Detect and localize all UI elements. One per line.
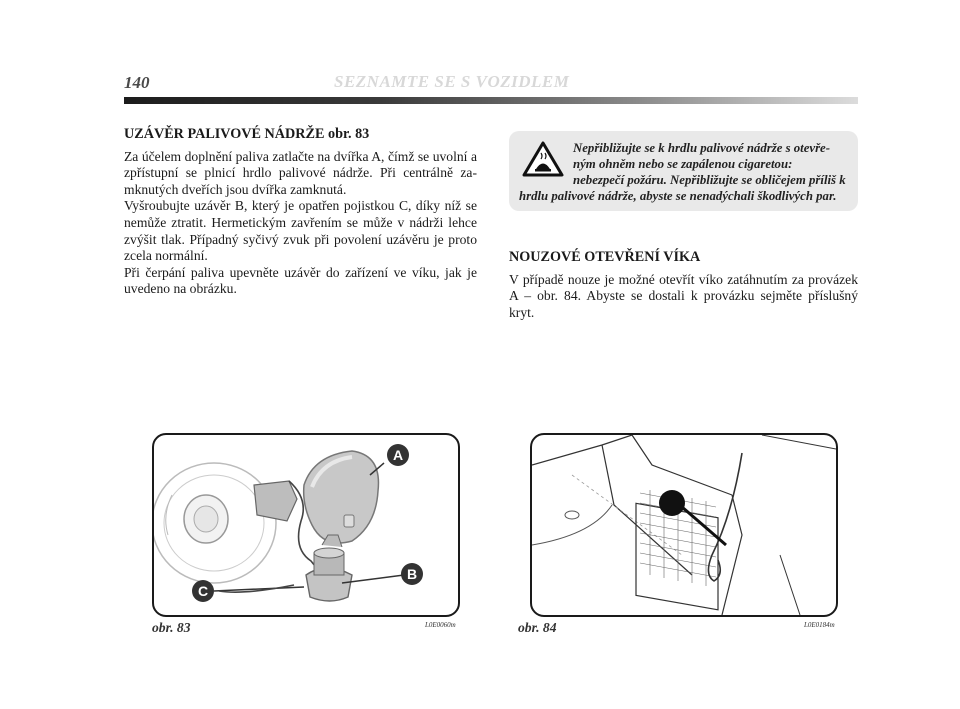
left-column (124, 126, 477, 298)
caption-84: obr. 84 (518, 620, 557, 635)
header-rule (124, 97, 858, 104)
paragraph-3: Při čerpání paliva upevněte uzávěr do zařízení ve víku, jak je uvedeno na obrázku. (124, 264, 477, 297)
fuel-cap-heading: UZÁVĚR PALIVOVÉ NÁDRŽE obr. 83 (124, 126, 370, 142)
paragraph-1: Za účelem doplnění paliva zatlačte na dvířka A, čímž se uvolní a zpřístupní se plnicí hrdlo palivové nádrže. Při centrálně zamknutých dveřích jsou dvířka zamknutá. (124, 148, 477, 197)
label-a: A (392, 447, 404, 463)
section-title: SEZNAMTE SE S VOZIDLEM (334, 72, 570, 91)
emergency-opening-heading: NOUZOVÉ OTEVŘENÍ VÍKA (509, 249, 701, 265)
code-83: L0E0060m (425, 621, 456, 629)
label-c: C (197, 583, 209, 599)
caption-83: obr. 83 (152, 620, 191, 635)
fuel-cap-illustration (154, 435, 458, 615)
code-84: L0E0184m (804, 621, 835, 629)
emergency-paragraph: V případě nouze je možné otevřít víko zatáhnutím za provázek A – obr. 84. Abyste se dostali k provázku sejměte příslušný kryt. (509, 271, 858, 320)
warning-triangle-icon (521, 140, 565, 178)
right-column (509, 131, 858, 321)
figure-84-emergency-release (530, 433, 838, 617)
warning-text: Nepřibližujte se k hrdlu palivové nádrže s otevřeným ohněm nebo se zapálenou cigaretou: nebezpečí požáru. Nepřibližujte se obličejem příliš k hrdlu palivové nádrže, abyste se nenadýchali škodlivých par. (519, 141, 846, 203)
page-number: 140 (124, 73, 150, 92)
label-b: B (406, 566, 418, 582)
warning-box (509, 131, 858, 211)
paragraph-2: Vyšroubujte uzávěr B, který je opatřen pojistkou C, díky níž se nemůže ztratit. Hermetickým zavřením se může v nádrži lehce zvýšit tlak. Případný syčivý zvuk při povolení uzávěru je proto zcela normální. (124, 198, 477, 264)
trunk-illustration (532, 435, 836, 615)
figure-83-fuel-cap (152, 433, 460, 617)
